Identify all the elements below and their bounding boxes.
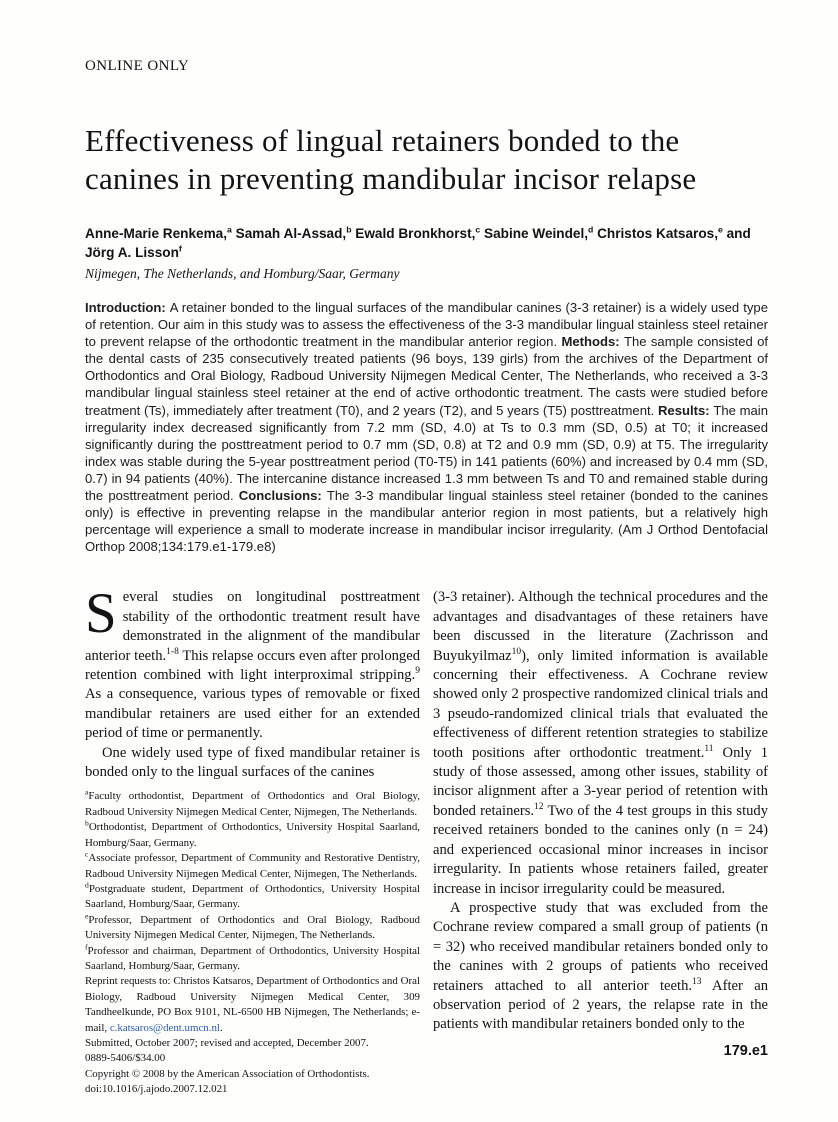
abstract [85,299,768,555]
footnote: $^f$Professor and chairman, Department of Orthodontics, University Hospital Saarland, Homburg/Saar, Germany. [85,941,420,972]
body-right-column [433,588,768,1097]
page-number: 179.e1 [723,1043,768,1059]
affiliation-line: Nijmegen, The Netherlands, and Homburg/Saar, Germany [85,266,400,281]
paragraph: One widely used type of fixed mandibular retainer is bonded only to the lingual surfaces of the canines [85,744,420,781]
body-columns [85,582,769,1097]
drop-cap: S [85,582,117,646]
footnote: $^e$Professor, Department of Orthodontics and Oral Biology, Radboud University Nijmegen Medical Center, Nijmegen, The Netherlands. [85,911,420,942]
article-title: Effectiveness of lingual retainers bonded to the canines in preventing mandibular incisor relapse [85,123,697,196]
email-link[interactable]: c.katsaros@dent.umcn.nl [109,1021,220,1034]
footnote: $^d$Postgraduate student, Department of Orthodontics, University Hospital Saarland, Homburg/Saar, Germany. [85,880,420,911]
footnote: 0889-5406/$34.00 [85,1052,166,1065]
footnote: $^c$Associate professor, Department of Community and Restorative Dentistry, Radboud University Nijmegen Medical Center, Nijmegen, The Netherlands. [85,849,420,880]
footnote: Submitted, October 2007; revised and accepted, December 2007. [85,1036,369,1049]
abstract-text: Introduction: A retainer bonded to the lingual surfaces of the mandibular canines (3-3 retainer) is a widely used type of retention. Our aim in this study was to assess the effectiveness of the 3-3 mandibular lingual stainless steel retainer to prevent relapse of the orthodontic treatment in the mandibular anterior region. Methods: The sample consisted of the dental casts of 235 consecutively treated patients (96 boys, 139 girls) from the archives of the Department of Orthodontics and Oral Biology, Radboud University Nijmegen Medical Center, The Netherlands, who received a 3-3 mandibular lingual stainless steel retainer at the end of active orthodontic treatment. The casts were studied before treatment (Ts), immediately after treatment (T0), and 2 years (T2), and 5 years (T5) posttreatment. Results: The main irregularity index decreased significantly from 7.2 mm (SD, 4.0) at Ts to 0.3 mm (SD, 0.5) at T0; it increased significantly during the posttreatment period to 0.7 mm (SD, 0.8) at T2 and 0.9 mm (SD, 0.9) at T5. The irregularity index was stable during the 5-year posttreatment period (T0-T5) in 141 patients (60%) and increased by 0.4 mm (SD, 0.7) in 94 patients (40%). The intercanine distance increased 1.3 mm between Ts and T0 and remained stable during the posttreatment period. Conclusions: The 3-3 mandibular lingual stainless steel retainer (bonded to the canines only) is effective in preventing relapse in the mandibular anterior region in most patients, but a relatively high percentage will experience a small to moderate increase in mandibular incisor irregularity. (Am J Orthod Dentofacial Orthop 2008;134:179.e1-179.e8) [85,300,769,555]
footnote: doi:10.1016/j.ajodo.2007.12.021 [85,1083,228,1096]
body-left-column [85,582,420,1097]
footnote: $^b$Orthodontist, Department of Orthodontics, University Hospital Saarland, Homburg/Saar, Germany. [85,818,420,849]
footnote: Reprint requests to: Christos Katsaros, Department of Orthodontics and Oral Biology, Radboud University Nijmegen Medical Center, 309 Tandheelkunde, PO Box 9101, NL-6500 HB Nijmegen, The Netherlands; e-mail, c.katsaros@dent.umcn.nl. [85,975,420,1034]
footnote: Copyright © 2008 by the American Association of Orthodontists. [85,1067,370,1080]
authors-line: Anne-Marie Renkema,$^a$ Samah Al-Assad,$^b$ Ewald Bronkhorst,$^c$ Sabine Weindel,$^d$ Christos Katsaros,$^e$ and Jörg A. Lisson$^f$ [85,224,751,260]
paragraph: A prospective study that was excluded from the Cochrane review compared a small group of patients (n = 32) who received mandibular retainers bonded only to the canines with 2 groups of patients who received retainers attached to all anterior teeth.$^{13}$ After an observation period of 2 years, the relapse rate in the patients with mandibular retainers bonded only to the [433,899,768,1033]
paragraph-intro [85,582,420,743]
header-label: ONLINE ONLY [85,58,190,74]
page-content [85,0,768,1098]
footnote: $^a$Faculty orthodontist, Department of Orthodontics and Oral Biology, Radboud University Nijmegen Medical Center, Nijmegen, The Netherlands. [85,787,420,818]
footnotes [85,789,420,1097]
paragraph: (3-3 retainer). Although the technical procedures and the advantages and disadvantages of these retainers have been discussed in the literature (Zachrisson and Buyukyilmaz$^{10}$), only limited information is available concerning their effectiveness. A Cochrane review showed only 2 prospective randomized clinical trials and 3 pseudo-randomized clinical trials that evaluated the effectiveness of different retention strategies to stabilize tooth positions after orthodontic treatment.$^{11}$ Only 1 study of those assessed, among other issues, stability of incisor alignment after a 3-year period of retention with bonded retainers.$^{12}$ Two of the 4 test groups in this study received retainers bonded to the canines only (n = 24) and experienced occasional minor increases in incisor irregularity. In patients whose retainers failed, greater increase in incisor irregularity could be measured. [433,589,769,897]
paragraph-text: everal studies on longitudinal posttreatment stability of the orthodontic treatment result have demonstrated in the alignment of the mandibular anterior teeth.$^{1-8}$ This relapse occurs even after prolonged retention combined with light interproximal stripping.$^9$ As a consequence, various types of removable or fixed mandibular retainers are used either for an extended period of time or permanently. [85,589,420,742]
